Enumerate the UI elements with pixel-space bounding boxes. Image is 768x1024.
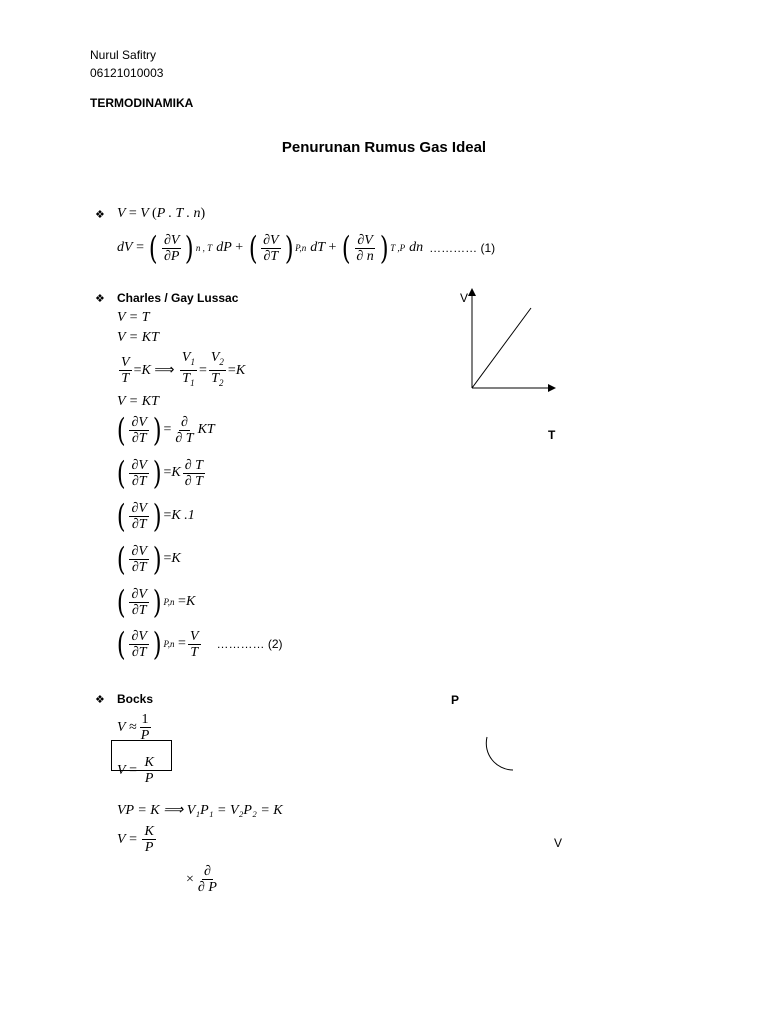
graph-axis-label-v: V bbox=[460, 291, 469, 305]
boxed-equation: V = $\frac{K}{P}$ bbox=[117, 755, 154, 786]
equation-line: V = KT bbox=[117, 330, 159, 345]
equation-tag-2: ………… (2) bbox=[216, 637, 283, 651]
equation-tag-1: ………… (1) bbox=[429, 241, 496, 255]
graph-axis-label-t: T bbox=[548, 428, 556, 442]
partial-derivative-line: ( $\frac{\partial V}{\partial T}$ ) = K $\frac{\partial T}{\partial T}$ bbox=[116, 454, 203, 492]
proportional-equation: V ≈ $\frac{1}{P}$ bbox=[117, 712, 150, 743]
graph-axis-label-v: V bbox=[554, 836, 563, 850]
times-partial-operator: × $\frac{\partial}{\partial P}$ bbox=[186, 864, 217, 895]
bullet-icon: ❖ bbox=[95, 693, 105, 706]
bullet-icon: ❖ bbox=[95, 292, 105, 305]
equation-line: V = KT bbox=[117, 394, 159, 409]
total-differential-equation: dV = ( $\frac{\partial V}{\partial P}$ ) n , T dP + ( $\frac{\partial V}{\partial T}$ ) P,n dT + ( $\frac{\partial V}{\partial n}$ ) T ,P dn ………… (1) bbox=[117, 229, 496, 267]
partial-derivative-line: ( $\frac{\partial V}{\partial T}$ ) P,n = K bbox=[116, 583, 196, 621]
course-title: TERMODINAMIKA bbox=[90, 96, 194, 110]
partial-derivative-line: ( $\frac{\partial V}{\partial T}$ ) = K .1 bbox=[116, 497, 195, 535]
x-axis-arrow-icon bbox=[548, 384, 556, 392]
linear-line bbox=[472, 308, 531, 388]
charles-graph bbox=[460, 284, 570, 399]
page-title: Penurunan Rumus Gas Ideal bbox=[281, 139, 487, 156]
boyle-curve bbox=[480, 732, 520, 777]
partial-derivative-line: ( $\frac{\partial V}{\partial T}$ ) = $\frac{\partial}{\partial T}$ KT bbox=[116, 411, 215, 449]
section-heading-charles: Charles / Gay Lussac bbox=[117, 291, 239, 305]
graph-axis-label-p: P bbox=[451, 693, 460, 707]
author-name: Nurul Safitry bbox=[90, 48, 157, 62]
equation-line: V = T bbox=[117, 310, 150, 325]
y-axis-arrow-icon bbox=[468, 288, 476, 296]
ratio-equation: $\frac{V}{T}$ = K ⟹ $\frac{V_1}{T_1}$ = $\frac{V_2}{T_2}$ = K bbox=[121, 350, 246, 388]
partial-derivative-final: ( $\frac{\partial V}{\partial T}$ ) P,n = $\frac{V}{T}$ ………… (2) bbox=[116, 625, 283, 663]
student-id: 06121010003 bbox=[90, 66, 164, 80]
section-heading-bocks: Bocks bbox=[117, 692, 154, 706]
bullet-icon: ❖ bbox=[95, 208, 105, 221]
hyperbola-curve bbox=[486, 737, 513, 770]
state-function-equation: V = V (P . T . n) bbox=[117, 206, 206, 221]
v-equals-k-over-p: V = $\frac{K}{P}$ bbox=[117, 824, 154, 855]
product-equation: VP = K ⟹ V₁P₁ = V₂P₂ = K bbox=[117, 803, 283, 818]
partial-derivative-line: ( $\frac{\partial V}{\partial T}$ ) = K bbox=[116, 540, 181, 578]
